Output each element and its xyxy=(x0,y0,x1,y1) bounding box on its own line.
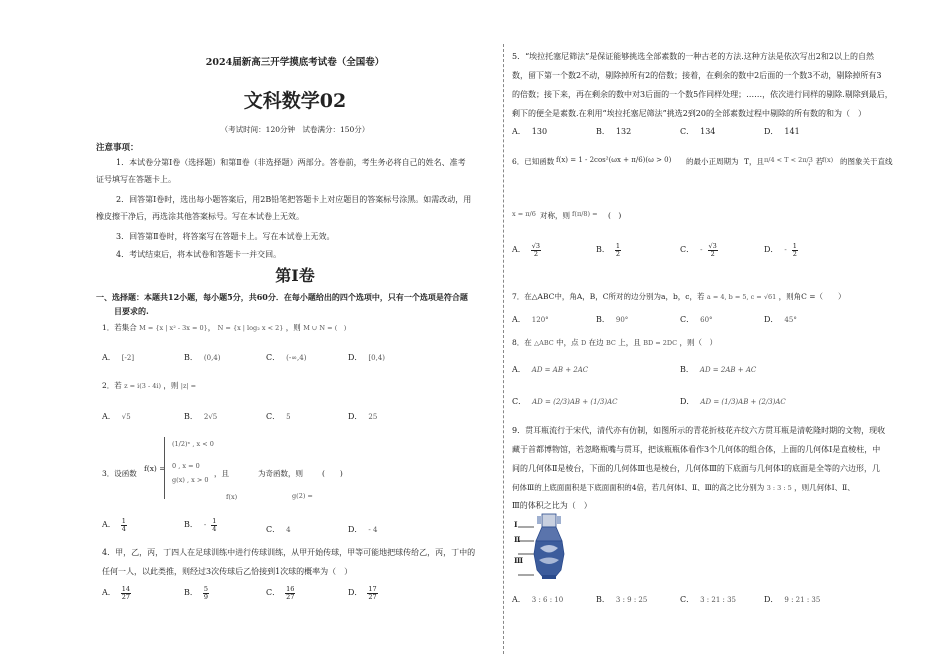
vase-label-3: Ⅲ xyxy=(514,556,524,565)
q9-line-4: 何体Ⅲ的上底面面积是下底面面积的4倍，若几何体Ⅰ、Ⅱ、Ⅲ的高之比分别为 3 : 3 : 5 ，则几何体Ⅰ、Ⅱ、 xyxy=(512,483,855,492)
q5-line: 剩下的便全是素数.在利用“埃拉托塞尼筛法”挑选2到20的全部素数过程中剔除的所有数的和为（ ） xyxy=(512,109,866,118)
q1-option-d[interactable]: D． [0,4) xyxy=(348,353,386,362)
q1-stem: 1．若集合 xyxy=(102,323,137,332)
q9-line: 藏于首都博物馆，若忽略瓶嘴与贯耳，把该瓶瓶体看作3个几何体的组合体，上面的几何体Ⅰ是直棱柱，中 xyxy=(512,445,881,454)
section-instruction-cont: 目要求的. xyxy=(114,306,149,316)
q9-ratio: 3 : 3 : 5 xyxy=(766,484,792,492)
note-line: 1．本试卷分第Ⅰ卷（选择题）和第Ⅱ卷（非选择题）两部分。答卷前，考生务必将自己的姓名、准考 xyxy=(116,158,466,167)
section-instruction: 一、选择题：本题共12小题，每小题5分，共60分．在每小题给出的四个选项中，只有一个选项是符合题 xyxy=(96,292,468,302)
q5-line: 的倍数；接下来，再在剩余的数中对3后面的一个数5作同样处理；……，依次进行同样的剔除.剔除到最后， xyxy=(512,90,893,99)
note-line: 3．回答第Ⅱ卷时，将答案写在答题卡上。写在本试卷上无效。 xyxy=(116,232,335,241)
q4-line-2: 任何一人，以此类推，则经过3次传球后乙恰接到1次球的概率为（ ） xyxy=(102,567,353,576)
note-line: 证号填写在答题卡上。 xyxy=(96,175,176,184)
q5-option-d[interactable]: D． 141 xyxy=(764,127,800,136)
exam-title: 2024届新高三开学摸底考试卷（全国卷） xyxy=(205,57,385,68)
q4-option-d[interactable]: D． $\frac{17}{27}$ xyxy=(348,585,377,601)
q3-case-2: 0 , x = 0 xyxy=(172,462,200,470)
q7-option-c[interactable]: C． 60° xyxy=(680,315,713,324)
q1-set-n: N = {x | log₂ x < 2} xyxy=(217,324,284,332)
q1-option-c[interactable]: C． (-∞,4) xyxy=(266,353,307,362)
q3-option-d[interactable]: D． - 4 xyxy=(348,525,378,534)
q8-option-a[interactable]: A． AD = AB + 2AC xyxy=(512,365,589,374)
q6-T: T，且 xyxy=(744,157,765,166)
q3-brace xyxy=(164,437,169,499)
q6-option-b[interactable]: B． $\frac{1}{2}$ xyxy=(596,242,621,258)
q3-sub-fx: f(x) xyxy=(226,493,238,501)
note-line: 2．回答第Ⅰ卷时，选出每小题答案后，用2B铅笔把答题卡上对应题目的答案标号涂黑。如需改动，用 xyxy=(116,195,472,204)
q6-value: f(π/8) = xyxy=(572,210,598,218)
q2-expr: z = i(3 - 4i) xyxy=(124,382,162,390)
q5-line: 数，留下第一个数2不动，剔除掉所有2的倍数；接着，在剩余的数中2后面的一个数3不动，剔除掉所有3 xyxy=(512,71,882,80)
q1-option-a[interactable]: A． [-2] xyxy=(102,353,135,362)
q3-option-a[interactable]: A． $\frac{1}{4}$ xyxy=(102,517,126,533)
q3-option-c[interactable]: C． 4 xyxy=(266,525,291,534)
q6-stem-e: 对称，则 xyxy=(540,211,570,220)
q6-option-c[interactable]: C． - $\frac{√3}{2}$ xyxy=(680,242,717,258)
q1-stem-b: ，则 xyxy=(285,323,301,332)
q7-option-b[interactable]: B． 90° xyxy=(596,315,629,324)
q3-fx: f(x) = xyxy=(144,464,166,473)
column-divider xyxy=(503,44,504,654)
q3-option-b[interactable]: B． - $\frac{1}{4}$ xyxy=(184,517,217,533)
q6-stem-c: ，若 xyxy=(808,157,823,166)
q5-option-c[interactable]: C． 134 xyxy=(680,127,716,136)
q3-stem: 3．设函数 xyxy=(102,469,137,478)
section-title: 第Ⅰ卷 xyxy=(275,266,315,285)
q9-line: 9．贯耳瓶流行于宋代，清代亦有仿制，如图所示的青花折枝花卉纹六方贯耳瓶是清乾隆时期的文物，现收 xyxy=(512,426,886,435)
q2-abs: |z| = xyxy=(180,382,197,390)
q4-option-b[interactable]: B． $\frac{5}{9}$ xyxy=(184,585,209,601)
q6-stem-b: 的最小正周期为 xyxy=(686,157,739,166)
q6-function: f(x) = 1 - 2cos²(ωx + π/6)(ω > 0) xyxy=(556,156,672,164)
q9-option-d[interactable]: D． 9 : 21 : 35 xyxy=(764,595,821,604)
q7-given: a = 4, b = 5, c = √61 xyxy=(706,293,777,301)
q6-stem: 6．已知函数 xyxy=(512,157,555,166)
subject-title: 文科数学02 xyxy=(243,90,347,112)
q9-line-5: Ⅲ的体积之比为（ ） xyxy=(512,501,592,510)
q6-blank: ( ) xyxy=(608,211,622,220)
q7-option-d[interactable]: D． 45° xyxy=(764,315,797,324)
exam-info: （考试时间：120分钟 试卷满分：150分） xyxy=(220,125,370,134)
q6-option-d[interactable]: D． - $\frac{1}{2}$ xyxy=(764,242,797,258)
q3-stem-c: 为奇函数，则 xyxy=(258,469,303,478)
q3-blank: ( ) xyxy=(322,469,343,478)
q5-line: 5．“埃拉托塞尼筛法”是保证能够挑选全部素数的一种古老的方法.这种方法是依次写出2和2以上的自然 xyxy=(512,52,874,61)
q6-fx: f(x) xyxy=(822,156,834,164)
q9-option-c[interactable]: C． 3 : 21 : 35 xyxy=(680,595,737,604)
q8-option-d[interactable]: D． AD = (1/3)AB + (2/3)AC xyxy=(680,397,786,406)
q9-option-b[interactable]: B． 3 : 9 : 25 xyxy=(596,595,648,604)
q3-sub-g2: g(2) = xyxy=(292,492,313,500)
q9-line: 间的几何体Ⅱ是棱台，下面的几何体Ⅲ也是棱台，几何体Ⅲ的下底面与几何体Ⅰ的底面是全等的六边形，几 xyxy=(512,464,881,473)
q1-union: M ∪ N = ( ) xyxy=(303,324,347,332)
vase-image xyxy=(518,512,570,582)
vase-label-2: Ⅱ xyxy=(514,535,521,544)
q2-option-a[interactable]: A． √5 xyxy=(102,412,131,421)
q5-option-b[interactable]: B． 132 xyxy=(596,127,632,136)
q2-option-b[interactable]: B． 2√5 xyxy=(184,412,218,421)
q6-stem-d: 的图象关于直线 xyxy=(840,157,893,166)
q1-set-m: M = {x | x² - 3x = 0} xyxy=(139,324,208,332)
q4-option-c[interactable]: C． $\frac{16}{27}$ xyxy=(266,585,295,601)
q6-option-a[interactable]: A． $\frac{√3}{2}$ xyxy=(512,242,541,258)
q3-case-1: (1/2)ˣ , x < 0 xyxy=(172,440,214,448)
q7-stem: 7．在△ABC中，角A，B，C所对的边分别为a，b，c，若 a = 4, b = 5, c = √61 ，则角C =（ ） xyxy=(512,292,846,301)
q8-option-b[interactable]: B． AD = 2AB + AC xyxy=(680,365,757,374)
question-1: 1．若集合 M = {x | x² - 3x = 0}， N = {x | log₂ x < 2} ，则 M ∪ N = ( ) xyxy=(102,323,347,332)
q8-option-c[interactable]: C． AD = (2/3)AB + (1/3)AC xyxy=(512,397,618,406)
note-line: 4．考试结束后，将本试卷和答题卡一并交回。 xyxy=(116,250,282,259)
q4-line-1: 4．甲，乙，丙，丁四人在足球训练中进行传球训练，从甲开始传球，甲等可能地把球传给乙，丙，丁中的 xyxy=(102,548,476,557)
q1-option-b[interactable]: B． (0,4) xyxy=(184,353,221,362)
note-line: 橡皮擦干净后，再选涂其他答案标号。写在本试卷上无效。 xyxy=(96,212,304,221)
q7-option-a[interactable]: A． 120° xyxy=(512,315,549,324)
vase-label-1: Ⅰ xyxy=(514,520,518,529)
q2-option-c[interactable]: C． 5 xyxy=(266,412,291,421)
q6-axis: x = π/6 xyxy=(512,210,536,218)
notes-heading: 注意事项： xyxy=(96,143,139,153)
q9-option-a[interactable]: A． 3 : 6 : 10 xyxy=(512,595,564,604)
q3-stem-b: ，且 xyxy=(214,469,229,478)
q2-option-d[interactable]: D． 25 xyxy=(348,412,378,421)
question-2: 2．若 z = i(3 - 4i) ，则 |z| = xyxy=(102,381,197,390)
q8-stem: 8．在 △ABC 中，点 D 在边 BC 上，且 BD = 2DC ，则（ ） xyxy=(512,338,717,347)
q4-option-a[interactable]: A． $\frac{14}{27}$ xyxy=(102,585,131,601)
q5-option-a[interactable]: A． 130 xyxy=(512,127,548,136)
q3-case-3: g(x) , x > 0 xyxy=(172,476,209,484)
q6-range: π/4 < T < 2π/3 xyxy=(764,156,813,164)
